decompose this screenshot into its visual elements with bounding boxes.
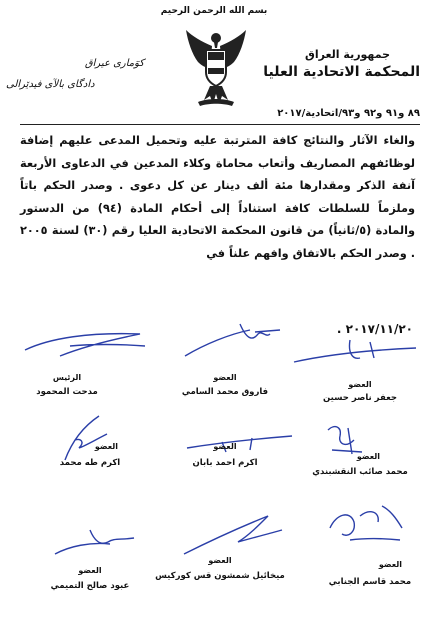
verdict-date: ٢٠١٧/١١/٢٠ . [336,322,413,336]
country-name-kurdish: كوٓمارى عيراق [84,58,145,69]
signature-stroke [290,334,420,368]
signatory-role: الرئيس [52,373,82,382]
header-divider [20,124,420,125]
signatory-role: العضو [348,380,372,389]
signatory-role: العضو [78,566,102,575]
signatory-name: ميخائيل شمشون قس كوركيس [155,571,285,581]
signatory [22,373,112,397]
court-name: المحكمة الاتحادية العليا [263,64,420,80]
signatory [150,556,290,581]
signatory-role: العضو [213,442,237,451]
signatory-name: مدحت المحمود [36,387,98,397]
signatory [300,380,420,403]
verdict-text: والغاء الآثار والنتائج كافة المترتبة عليه وتحميل المدعى عليهم إضافة لوظائفهم المصاريف وأتعاب محاماة وكلاء المدعين في الدعاوى الأربعة آنفة الذكر ومقدارها مئة ألف دينار عن كل دعوى . وصدر الحكم باتاً وملزماً للسلطات كافة استناداً إلى أحكام المادة (٩٤) من الدستور والمادة (٥/ثانياً) من قانون المحكمة الاتحادية العليا رقم (٣٠) لسنة ٢٠٠٥ . وصدر الحكم بالاتفاق وافهم علناً في [20,134,415,260]
iraq-eagle-emblem [184,28,248,108]
signatory-name: عبود صالح التميمي [50,581,130,591]
signatory [165,373,285,397]
signature-stroke [50,520,140,560]
signatory-role: العضو [208,556,232,565]
signatory-role: العضو [356,452,380,461]
signature-stroke [178,508,288,558]
signatory [165,442,285,468]
signatory [300,452,420,477]
signatory [40,566,140,591]
header-arabic [260,48,420,80]
header-kurdish [6,58,171,90]
case-number: ٨٩ و٩١ و٩٢ و٩٣/اتحادية/٢٠١٧ [277,108,420,119]
signatory-role: العضو [94,442,118,451]
signatory [320,560,420,587]
signature-stroke [20,326,150,362]
signatory-role: العضو [378,560,402,569]
signatory-name: محمد صائب النقشبندي [312,467,408,477]
signatory-role: العضو [213,373,237,382]
signatory [40,442,140,468]
signature-stroke [180,320,290,360]
verdict-paragraph [20,130,415,265]
signature-stroke [320,498,410,546]
signatory-name: اكرم طه محمد [59,458,121,468]
court-name-kurdish: دادگاى بالآى فيدێرالى [6,79,95,90]
signatory-name: اكرم احمد بابان [192,458,258,468]
signatory-name: فاروق محمد السامي [181,387,269,397]
signatory-name: محمد قاسم الجنابي [328,577,412,587]
country-name: جمهورية العراق [305,48,390,61]
basmala: بسم الله الرحمن الرحيم [160,6,268,16]
signatory-name: جعفر ناصر حسين [322,393,398,403]
